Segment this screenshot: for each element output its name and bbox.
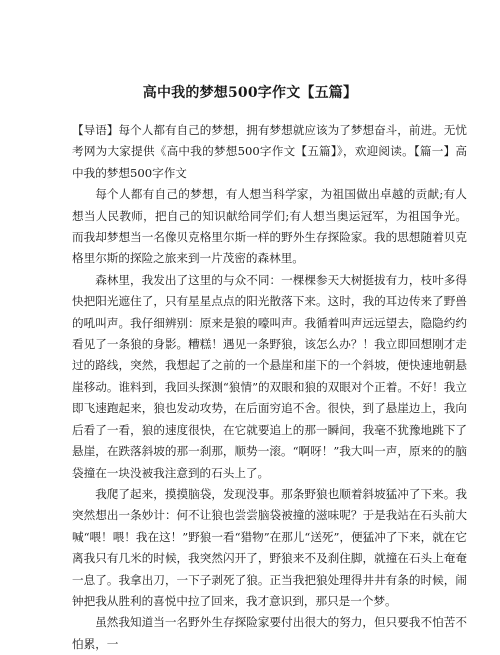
article-body — [72, 120, 467, 655]
body-paragraph: 森林里，我发出了这里的与众不同：一棵棵参天大树挺拔有力，枝叶多得快把阳光遮住了，只有星星点点的阳光散落下来。这时，我的耳边传来了野兽的吼叫声。我仔细辨别：原来是狼的嚎叫声。我循着叫声远远望去，隐隐约约看见了一条狼的身影。糟糕！遇见一条野狼，该怎么办？！我立即回想刚才走过的路线，突然，我想起了之前的一个悬崖和崖下的一个斜坡，便快速地朝悬崖移动。谁料到，我回头探测“狼情”的双眼和狼的双眼对个正着。不好！我立即飞速跑起来，狼也发动攻势，在后面穷追不舍。很快，到了悬崖边上，我向后看了一看，狼的速度很快，在它就要追上的那一瞬间，我毫不犹豫地跳下了悬崖，在跌落斜坡的那一刹那，顺势一滚。“啊呀！”我大叫一声，原来的的脑袋撞在一块没被我注意到的石头上了。 — [72, 272, 467, 480]
body-paragraph: 我爬了起来，摸摸脑袋，发现没事。那条野狼也顺着斜坡猛冲了下来。我突然想出一条妙计：何不让狼也尝尝脑袋被撞的滋味呢？于是我站在石头前大喊“喂！喂！我在这！”野狼一看“猎物”在那儿“送死”，便猛冲了下来，就在它离我只有几米的时候，我突然闪开了，野狼来不及刹住脚，就撞在石头上奄奄一息了。我拿出刀，一下子剥死了狼。正当我把狼处理得井井有条的时候，闹钟把我从胜利的喜悦中拉了回来，我才意识到，那只是一个梦。 — [72, 486, 467, 608]
intro-paragraph: 【导语】每个人都有自己的梦想，拥有梦想就应该为了梦想奋斗，前进。无忧考网为大家提供《高中我的梦想500字作文【五篇】》，欢迎阅读。【篇一】高中我的梦想500字作文 — [72, 123, 467, 180]
body-paragraph: 每个人都有自己的梦想，有人想当科学家，为祖国做出卓越的贡献;有人想当人民教师，把自己的知识献给同学们;有人想当奥运冠军，为祖国争光。而我却梦想当一名像贝克格里尔斯一样的野外生存探险家。我的思想随着贝克格里尔斯的探险之旅来到一片茂密的森林里。 — [72, 187, 467, 266]
page-title: 高中我的梦想500字作文【五篇】 — [142, 85, 358, 101]
body-paragraph: 虽然我知道当一名野外生存探险家要付出很大的努力，但只要我不怕苦不怕累，一 — [72, 615, 467, 651]
